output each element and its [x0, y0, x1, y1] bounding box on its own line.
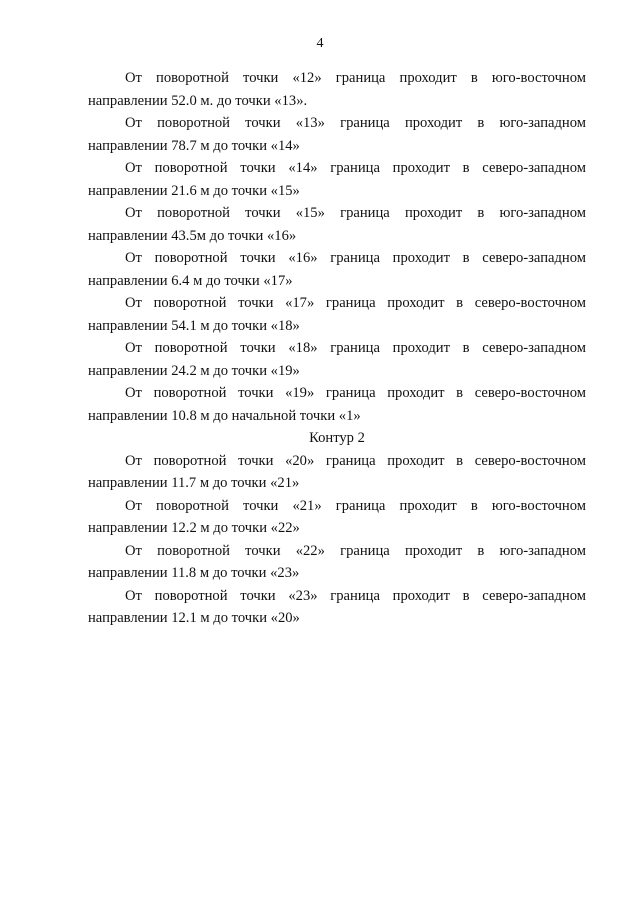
paragraph-line: От поворотной точки «20» граница проходит в северо-восточном: [125, 452, 586, 469]
boundary-paragraph: [88, 202, 586, 247]
boundary-paragraph: [88, 67, 586, 112]
paragraph-line: направлении 6.4 м до точки «17»: [88, 272, 293, 289]
boundary-paragraph: [88, 382, 586, 427]
boundary-paragraph: [88, 112, 586, 157]
paragraph-line: направлении 54.1 м до точки «18»: [88, 317, 300, 334]
page-number: 4: [316, 36, 324, 51]
paragraph-line: направлении 12.1 м до точки «20»: [88, 610, 300, 626]
paragraph-line: От поворотной точки «21» граница проходит в юго-восточном: [125, 497, 586, 514]
paragraph-line: От поворотной точки «13» граница проходит в юго-западном: [125, 115, 586, 131]
paragraph-line: От поворотной точки «18» граница проходит в северо-западном: [125, 340, 586, 356]
boundary-paragraph: [88, 495, 586, 540]
paragraph-line: направлении 21.6 м до точки «15»: [88, 182, 300, 199]
section-heading: Контур 2: [309, 430, 365, 446]
paragraph-line: От поворотной точки «16» граница проходит в северо-западном: [125, 250, 586, 266]
boundary-paragraph: [88, 292, 586, 337]
paragraph-line: От поворотной точки «23» граница проходит в северо-западном: [125, 587, 586, 604]
paragraph-line: направлении 11.8 м до точки «23»: [88, 565, 300, 581]
boundary-paragraph: [88, 247, 586, 292]
paragraph-line: От поворотной точки «14» граница проходит в северо-западном: [125, 160, 586, 176]
paragraph-line: направлении 10.8 м до начальной точки «1»: [88, 407, 361, 424]
paragraph-line: От поворотной точки «19» граница проходит в северо-восточном: [125, 385, 586, 401]
boundary-paragraph: [88, 585, 586, 630]
paragraph-line: От поворотной точки «12» граница проходит в юго-восточном: [125, 70, 586, 86]
paragraph-line: направлении 78.7 м до точки «14»: [88, 137, 300, 154]
document-body: [88, 67, 586, 630]
boundary-paragraph: [88, 337, 586, 382]
paragraph-line: направлении 12.2 м до точки «22»: [88, 520, 300, 536]
boundary-paragraph: [88, 450, 586, 495]
paragraph-line: От поворотной точки «15» граница проходит в юго-западном: [125, 205, 586, 221]
boundary-paragraph: [88, 157, 586, 202]
paragraph-line: направлении 52.0 м. до точки «13».: [88, 92, 308, 109]
boundary-paragraph: [88, 540, 586, 585]
paragraph-line: направлении 43.5м до точки «16»: [88, 227, 297, 244]
paragraph-line: направлении 11.7 м до точки «21»: [88, 475, 300, 491]
paragraph-line: направлении 24.2 м до точки «19»: [88, 362, 300, 379]
paragraph-line: От поворотной точки «17» граница проходит в северо-восточном: [125, 295, 586, 311]
paragraph-line: От поворотной точки «22» граница проходит в юго-западном: [125, 542, 586, 559]
